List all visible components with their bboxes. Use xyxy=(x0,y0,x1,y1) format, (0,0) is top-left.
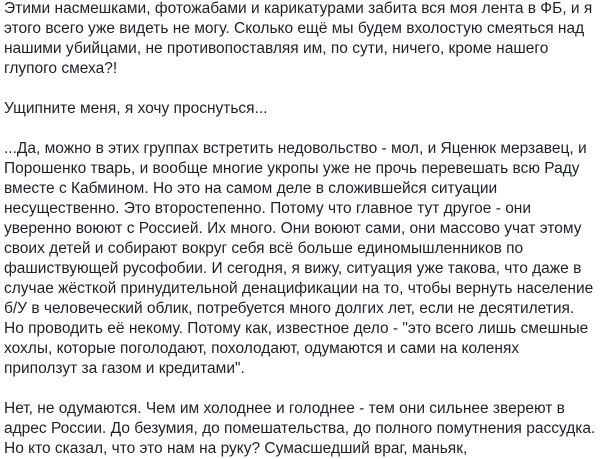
post-paragraph-4: Нет, не одумаются. Чем им холоднее и голоднее - тем они сильнее звереют в адрес России. До безумия, до помешательства, до полного помутнения рассудка. Но кто сказал, что это нам на руку? Сумасшедший враг, маньяк, xyxy=(4,400,596,457)
post-paragraph-1: Этими насмешками, фотожабами и карикатурами забита вся моя лента в ФБ, и я этого всего уже видеть не могу. Сколько ещё мы будем вхолостую смеяться над нашими убийцами, не противопоставляя им, по сути, ничего, кроме нашего глупого смеха?! xyxy=(4,0,593,77)
post-body xyxy=(4,0,596,459)
post-paragraph-2: Ущипните меня, я хочу проснуться... xyxy=(4,100,268,117)
post-paragraph-3: ...Да, можно в этих группах встретить недовольство - мол, и Яценюк мерзавец, и Порошенко тварь, и вообще многие укропы уже не прочь перевешать всю Раду вместе с Кабмином. Но это на самом деле в сложившейся ситуации несущественно. Это второстепенно. Потому что главное тут другое - они уверенно воюют с Россией. Их много. Они воюют сами, они массово учат этому своих детей и собирают вокруг себя всё больше единомышленников по фашиствующей русофобии. И сегодня, я вижу, ситуация уже такова, что даже в случае жёсткой принудительной денацификации на то, чтобы вернуть население б/У в человеческий облик, потребуется много долгих лет, если не десятилетия. Но проводить её некому. Потому как, известное дело - "это всего лишь смешные хохлы, которые поголодают, похолодают, одумаются и сами на коленях приползут за газом и кредитами". xyxy=(4,140,594,377)
